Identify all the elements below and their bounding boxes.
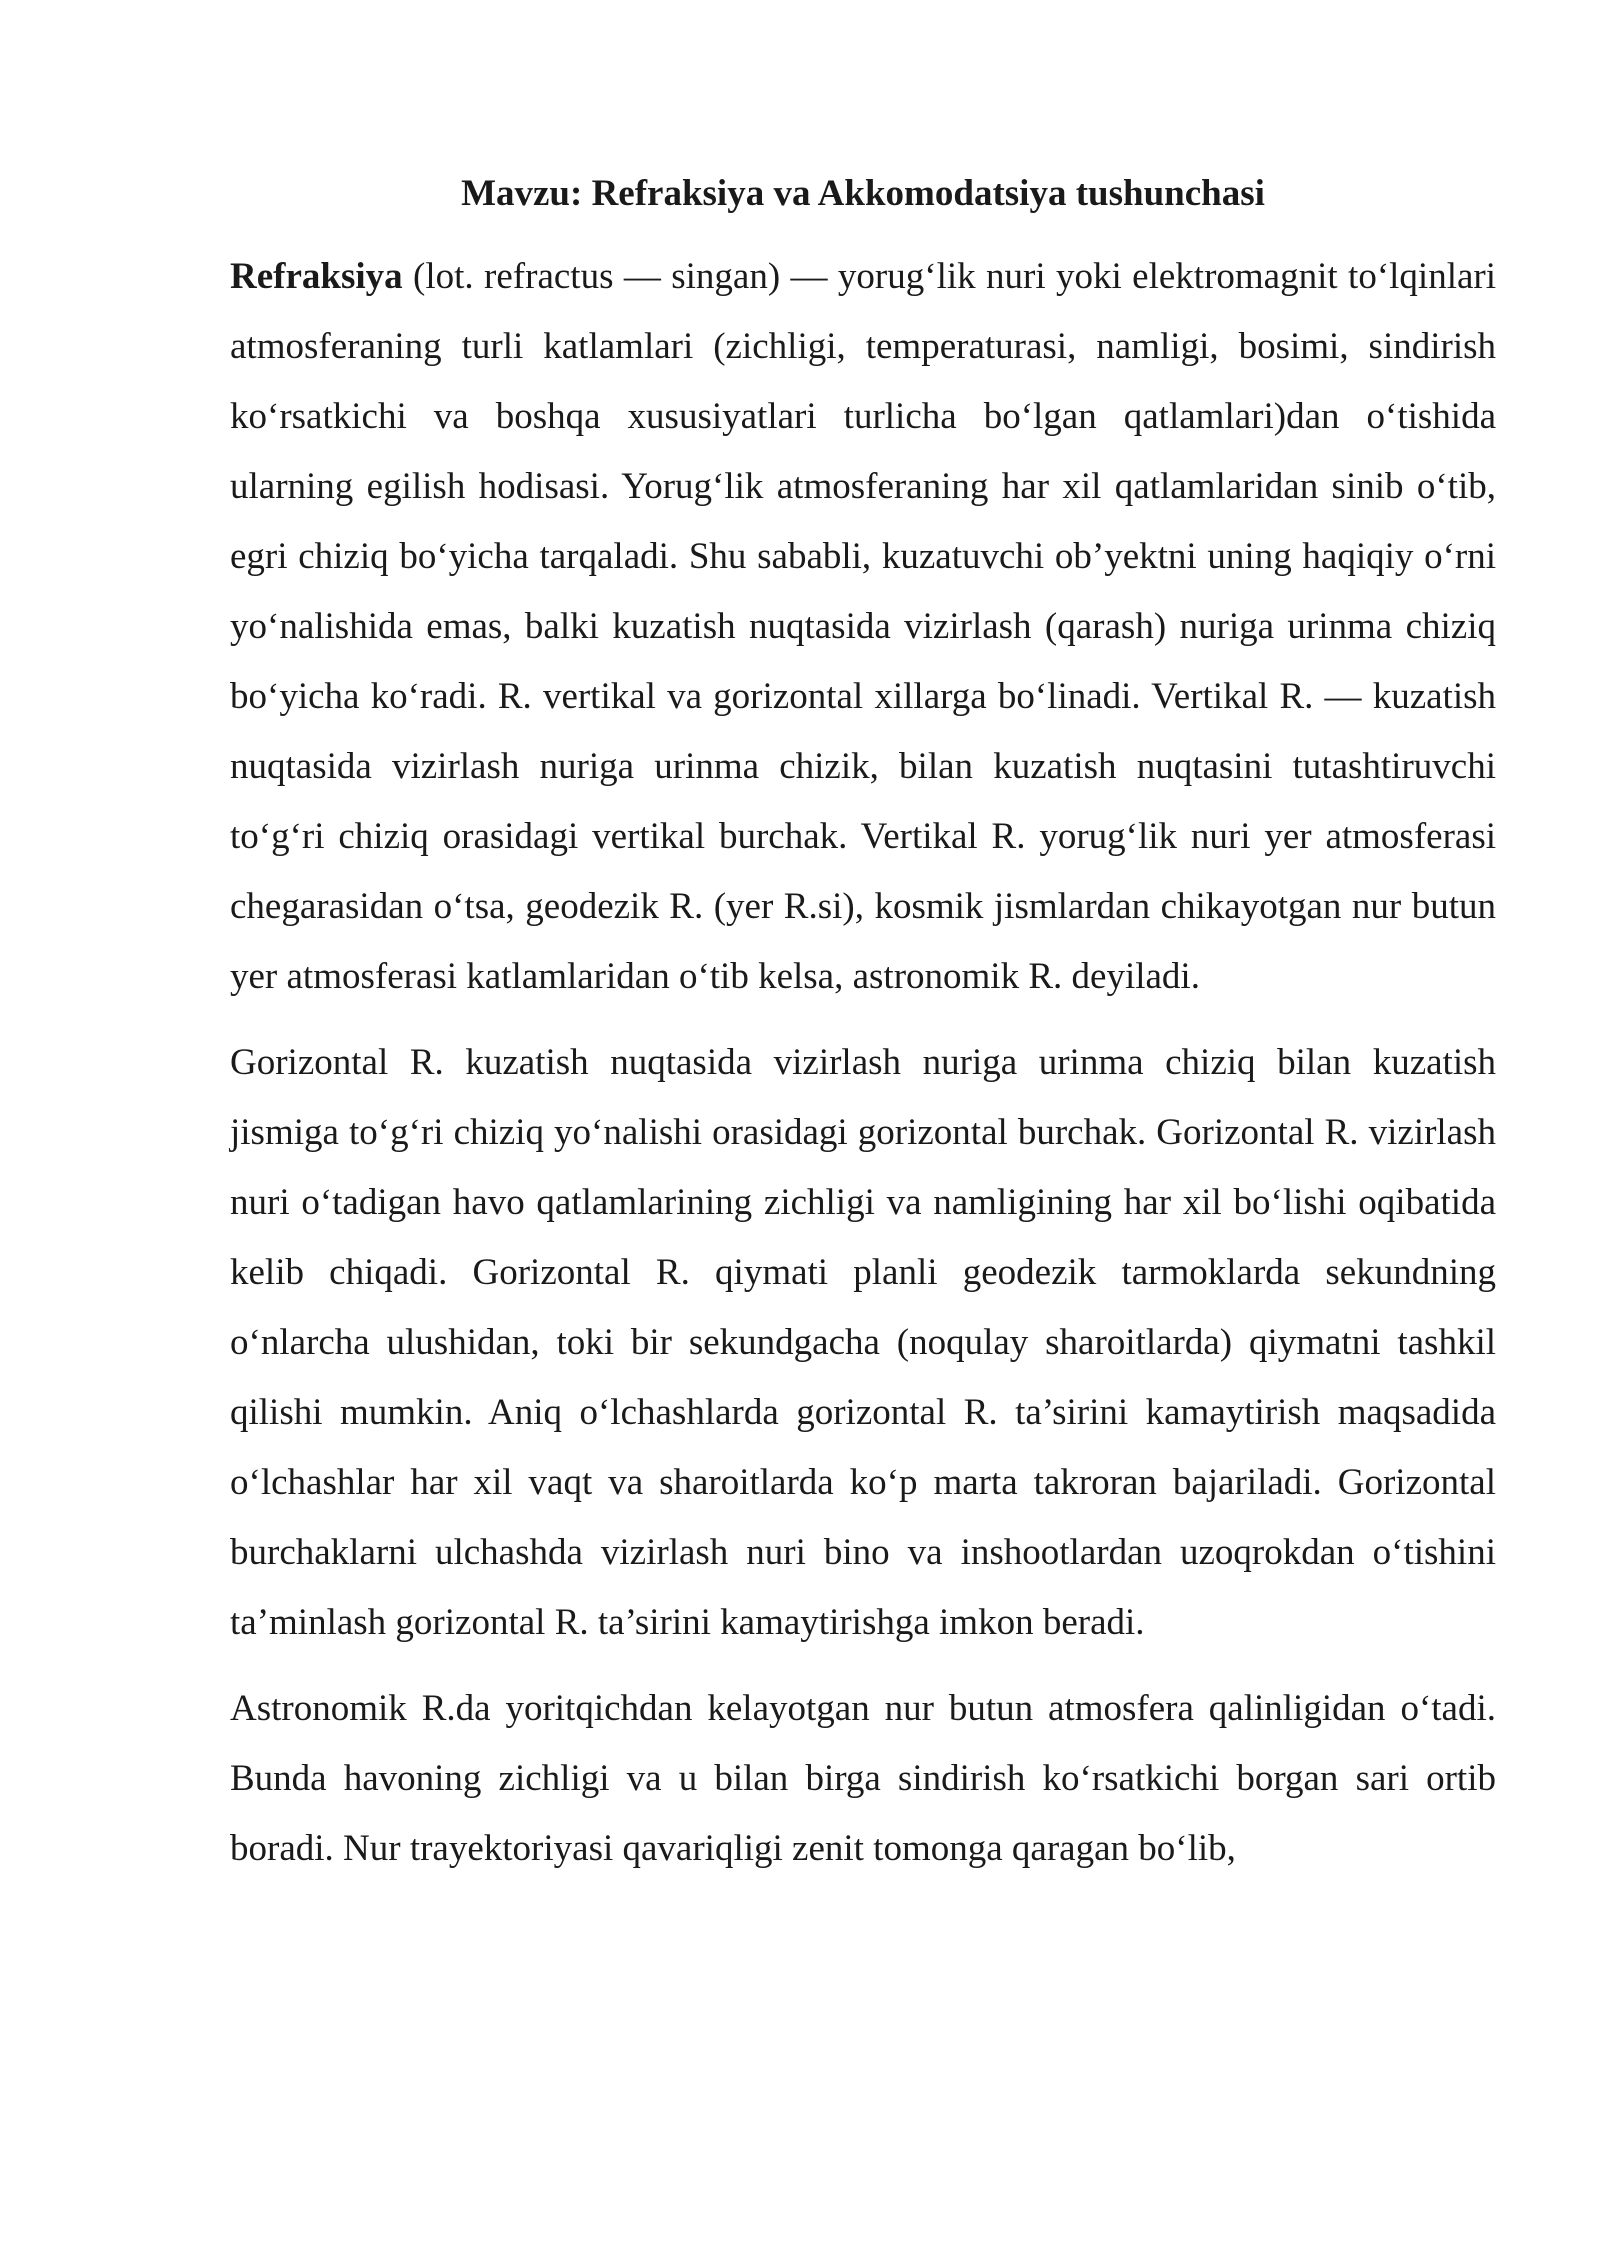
paragraph-text: (lot. refractus — singan) — yorug‘lik nuri yoki elektromagnit to‘lqinlari atmosferaning turli katlamlari (zichligi, temperaturasi, namligi, bosimi, sindirish ko‘rsatkichi va boshqa xususiyatlari turlicha bo‘lgan qatlamlari)dan o‘tishida ularning egilish hodisasi. Yorug‘lik atmosferaning har xil qatlamlaridan sinib o‘tib, egri chiziq bo‘yicha tarqaladi. Shu sababli, kuzatuvchi ob’yektni uning haqiqiy o‘rni yo‘nalishida emas, balki kuzatish nuqtasida vizirlash (qarash) nuriga urinma chiziq bo‘yicha ko‘radi. R. vertikal va gorizontal xillarga bo‘linadi. Vertikal R. — kuzatish nuqtasida vizirlash nuriga urinma chizik, bilan kuzatish nuqtasini tutashtiruvchi to‘g‘ri chiziq orasidagi vertikal burchak. Vertikal R. yorug‘lik nuri yer atmosferasi chegarasidan o‘tsa, geodezik R. (yer R.si), kosmik jismlardan chikayotgan nur butun yer atmosferasi katlamlaridan o‘tib kelsa, astronomik R. deyiladi. [230,256,1496,997]
paragraph-refraksiya-definition [230,242,1496,1012]
paragraph-gorizontal: Gorizontal R. kuzatish nuqtasida vizirlash nuriga urinma chiziq bilan kuzatish jismiga to‘g‘ri chiziq yo‘nalishi orasidagi gorizontal burchak. Gorizontal R. vizirlash nuri o‘tadigan havo qatlamlarining zichligi va namligining har xil bo‘lishi oqibatida kelib chiqadi. Gorizontal R. qiymati planli geodezik tarmoklarda sekundning o‘nlarcha ulushidan, toki bir sekundgacha (noqulay sharoitlarda) qiymatni tashkil qilishi mumkin. Aniq o‘lchashlarda gorizontal R. ta’sirini kamaytirish maqsadida o‘lchashlar har xil vaqt va sharoitlarda ko‘p marta takroran bajariladi. Gorizontal burchaklarni ulchashda vizirlash nuri bino va inshootlardan uzoqrokdan o‘tishini ta’minlash gorizontal R. ta’sirini kamaytirishga imkon beradi. [230,1042,1496,1643]
document-title: Mavzu: Refraksiya va Akkomodatsiya tushunchasi [461,173,1265,214]
term-refraksiya: Refraksiya [230,256,403,297]
paragraph-astronomik: Astronomik R.da yoritqichdan kelayotgan nur butun atmosfera qalinligidan o‘tadi. Bunda havoning zichligi va u bilan birga sindirish ko‘rsatkichi borgan sari ortib boradi. Nur trayektoriyasi qavariqligi zenit tomonga qaragan bo‘lib, [230,1688,1496,1869]
